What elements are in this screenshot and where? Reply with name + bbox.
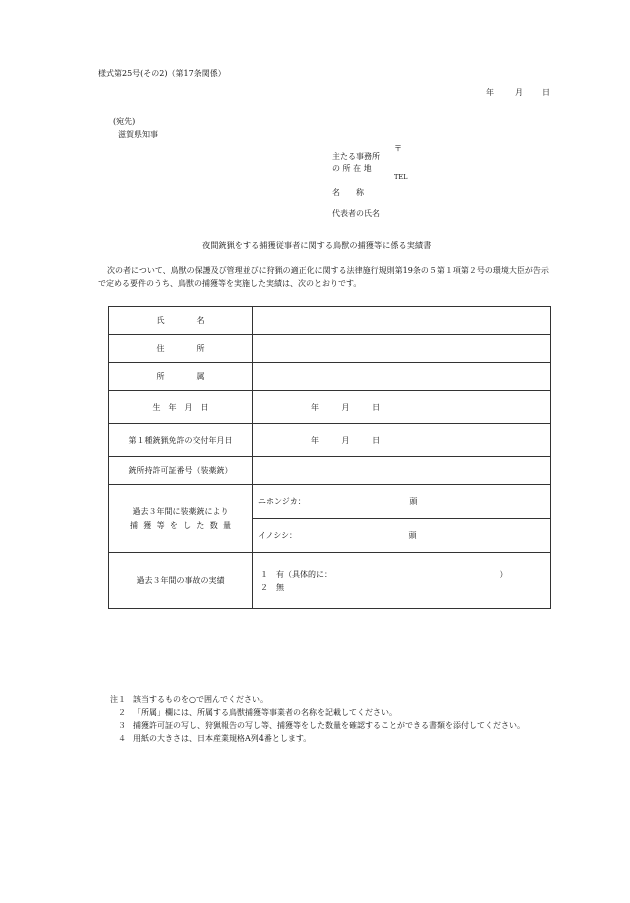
license-year-label: 年 — [311, 435, 319, 445]
table-row — [109, 363, 551, 391]
date-month: 月 — [515, 88, 523, 97]
name-field[interactable] — [253, 307, 551, 335]
deer-label: ニホンジカ： — [258, 497, 306, 506]
accident-field[interactable] — [253, 553, 551, 609]
representative-label: 代表者の氏名 — [332, 209, 380, 218]
affiliation-label: 所 属 — [109, 363, 253, 391]
birth-day-label: 日 — [372, 402, 381, 412]
boar-count-field[interactable] — [253, 519, 551, 553]
office-label-2: の 所 在 地 — [332, 164, 372, 173]
note-item — [99, 732, 525, 745]
date-day: 日 — [542, 88, 550, 97]
table-row — [109, 485, 551, 519]
capture-label-line-1: 過去３年間に装薬銃により — [132, 507, 229, 516]
accident-label: 過去３年間の事故の実績 — [109, 553, 253, 609]
deer-count-field[interactable] — [253, 485, 551, 519]
capture-label-line-2: 捕獲等をした数量 — [130, 521, 231, 530]
table-row — [109, 553, 551, 609]
license-date-field[interactable] — [253, 424, 551, 457]
date-year: 年 — [486, 88, 494, 97]
accident-no-option[interactable]: ２ 無 — [260, 582, 284, 592]
record-table — [108, 306, 551, 609]
birthdate-field[interactable] — [253, 391, 551, 424]
note-item — [99, 719, 525, 732]
affiliation-field[interactable] — [253, 363, 551, 391]
birth-month-label: 月 — [341, 402, 350, 412]
form-number: 様式第25号(その2)（第17条関係） — [98, 69, 226, 78]
permit-number-field[interactable] — [253, 457, 551, 485]
intro-paragraph: 次の者について、鳥獣の保護及び管理並びに狩猟の適正化に関する法律施行規則第19条の５第１項第２号の環境大臣が告示で定める要件のうち、鳥獣の捕獲等を実施した実績は、次のとおりです。 — [98, 266, 549, 288]
name-label: 氏 名 — [109, 307, 253, 335]
boar-label: イノシシ： — [258, 531, 297, 540]
addressee-label: (宛先) — [113, 117, 136, 126]
address-field[interactable] — [253, 335, 551, 363]
note-number: ３ — [118, 721, 126, 730]
note-text: 捕獲許可証の写し、狩猟報告の写し等、捕獲等をした数量を確認することができる書類を添付してください。 — [133, 721, 525, 730]
note-number: ２ — [118, 708, 126, 717]
org-name-label: 名 称 — [332, 188, 364, 197]
accident-yes-option[interactable]: １ 有（具体的に： — [260, 569, 332, 579]
deer-unit: 頭 — [409, 497, 418, 506]
note-item — [99, 693, 525, 706]
note-text: 「所属」欄には、所属する鳥獣捕獲等事業者の名称を記載してください。 — [133, 708, 397, 717]
birthdate-label: 生 年 月 日 — [109, 391, 253, 424]
accident-yes-close: ） — [499, 569, 508, 579]
note-number: ４ — [118, 734, 126, 743]
table-row — [109, 391, 551, 424]
birth-year-label: 年 — [311, 402, 319, 412]
notes — [99, 693, 525, 745]
address-label: 住 所 — [109, 335, 253, 363]
license-month-label: 月 — [341, 435, 350, 445]
permit-number-label: 銃所持許可証番号（装薬銃） — [109, 457, 253, 485]
table-row — [109, 307, 551, 335]
note-text: 用紙の大きさは、日本産業規格A列4番とします。 — [133, 734, 312, 743]
tel-label: TEL — [394, 173, 408, 181]
postal-mark: 〒 — [394, 144, 402, 153]
table-row — [109, 335, 551, 363]
note-number: 注１ — [110, 695, 126, 704]
capture-count-label — [109, 485, 253, 553]
document-title: 夜間銃猟をする捕獲従事者に関する鳥獣の捕獲等に係る実績書 — [202, 240, 432, 250]
addressee-name: 滋賀県知事 — [118, 130, 158, 139]
license-day-label: 日 — [372, 435, 381, 445]
table-row — [109, 457, 551, 485]
boar-unit: 頭 — [408, 531, 417, 540]
license-date-label: 第１種銃猟免許の交付年月日 — [109, 424, 253, 457]
note-text: 該当するものを○で囲んでください。 — [133, 695, 268, 704]
office-label: 主たる事務所 — [332, 152, 380, 161]
table-row — [109, 424, 551, 457]
note-item — [99, 706, 525, 719]
accident-yes-line — [260, 568, 550, 581]
